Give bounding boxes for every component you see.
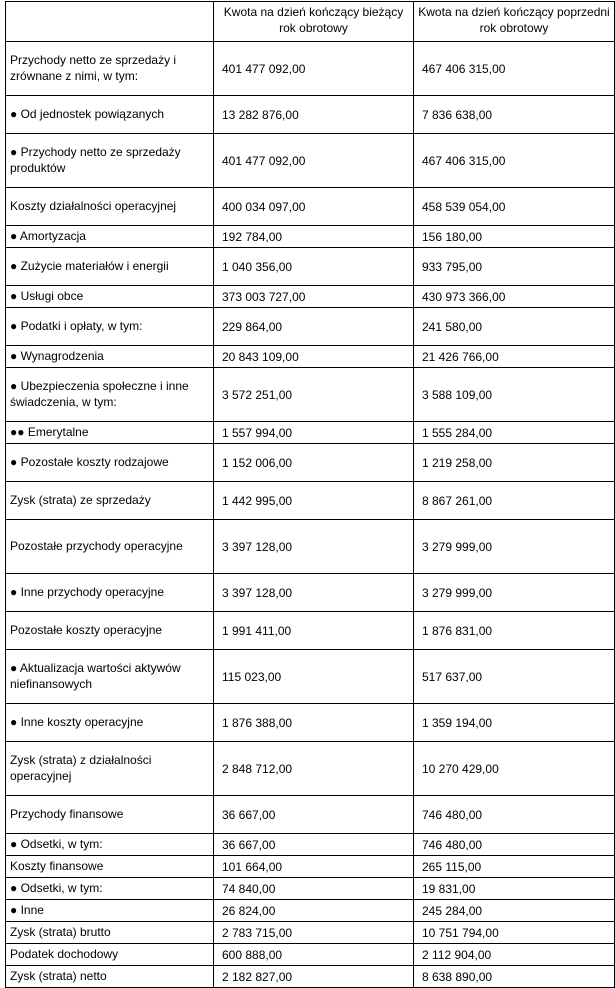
table-row	[6, 574, 615, 612]
current-year-value: 2 783 715,00	[214, 922, 414, 944]
table-row	[6, 650, 615, 704]
previous-year-value: 1 876 831,00	[414, 612, 615, 650]
previous-year-value: 517 637,00	[414, 650, 615, 704]
header-label-column	[6, 2, 214, 42]
row-label: ● Przychody netto ze sprzedaży produktów	[6, 134, 214, 188]
table-header-row	[6, 2, 615, 42]
previous-year-value: 8 867 261,00	[414, 482, 615, 520]
previous-year-value: 7 836 638,00	[414, 96, 615, 134]
current-year-value: 13 282 876,00	[214, 96, 414, 134]
current-year-value: 101 664,00	[214, 856, 414, 878]
table-row	[6, 704, 615, 742]
previous-year-value: 19 831,00	[414, 878, 615, 900]
table-row	[6, 878, 615, 900]
header-previous-year: Kwota na dzień kończący poprzedni rok obrotowy	[414, 2, 615, 42]
previous-year-value: 933 795,00	[414, 248, 615, 286]
current-year-value: 20 843 109,00	[214, 346, 414, 368]
table-row	[6, 944, 615, 966]
previous-year-value: 467 406 315,00	[414, 134, 615, 188]
row-label: Przychody finansowe	[6, 796, 214, 834]
previous-year-value: 3 279 999,00	[414, 520, 615, 574]
row-label: ● Od jednostek powiązanych	[6, 96, 214, 134]
current-year-value: 373 003 727,00	[214, 286, 414, 308]
previous-year-value: 10 270 429,00	[414, 742, 615, 796]
current-year-value: 36 667,00	[214, 796, 414, 834]
table-row	[6, 856, 615, 878]
row-label: Pozostałe koszty operacyjne	[6, 612, 214, 650]
current-year-value: 1 152 006,00	[214, 444, 414, 482]
previous-year-value: 1 359 194,00	[414, 704, 615, 742]
table-row	[6, 42, 615, 96]
table-row	[6, 368, 615, 422]
current-year-value: 192 784,00	[214, 226, 414, 248]
row-label: Pozostałe przychody operacyjne	[6, 520, 214, 574]
row-label: Podatek dochodowy	[6, 944, 214, 966]
header-current-year: Kwota na dzień kończący bieżący rok obrotowy	[214, 2, 414, 42]
row-label: ● Inne przychody operacyjne	[6, 574, 214, 612]
previous-year-value: 430 973 366,00	[414, 286, 615, 308]
table-row	[6, 188, 615, 226]
table-row	[6, 422, 615, 444]
current-year-value: 401 477 092,00	[214, 134, 414, 188]
current-year-value: 74 840,00	[214, 878, 414, 900]
current-year-value: 3 397 128,00	[214, 520, 414, 574]
table-row	[6, 308, 615, 346]
table-row	[6, 226, 615, 248]
previous-year-value: 1 219 258,00	[414, 444, 615, 482]
table-row	[6, 742, 615, 796]
previous-year-value: 10 751 794,00	[414, 922, 615, 944]
previous-year-value: 156 180,00	[414, 226, 615, 248]
current-year-value: 2 848 712,00	[214, 742, 414, 796]
previous-year-value: 21 426 766,00	[414, 346, 615, 368]
current-year-value: 3 397 128,00	[214, 574, 414, 612]
current-year-value: 1 557 994,00	[214, 422, 414, 444]
table-row	[6, 900, 615, 922]
row-label: ● Amortyzacja	[6, 226, 214, 248]
row-label: ● Odsetki, w tym:	[6, 834, 214, 856]
current-year-value: 1 991 411,00	[214, 612, 414, 650]
previous-year-value: 458 539 054,00	[414, 188, 615, 226]
table-row	[6, 286, 615, 308]
row-label: ● Wynagrodzenia	[6, 346, 214, 368]
row-label: ● Inne	[6, 900, 214, 922]
row-label: Przychody netto ze sprzedaży i zrównane z nimi, w tym:	[6, 42, 214, 96]
current-year-value: 26 824,00	[214, 900, 414, 922]
row-label: ● Zużycie materiałów i energii	[6, 248, 214, 286]
current-year-value: 600 888,00	[214, 944, 414, 966]
table-row	[6, 134, 615, 188]
previous-year-value: 241 580,00	[414, 308, 615, 346]
row-label: ●● Emerytalne	[6, 422, 214, 444]
table-row	[6, 482, 615, 520]
current-year-value: 1 442 995,00	[214, 482, 414, 520]
previous-year-value: 2 112 904,00	[414, 944, 615, 966]
row-label: Zysk (strata) z działalności operacyjnej	[6, 742, 214, 796]
table-row	[6, 444, 615, 482]
previous-year-value: 746 480,00	[414, 796, 615, 834]
table-row	[6, 834, 615, 856]
row-label: ● Usługi obce	[6, 286, 214, 308]
current-year-value: 115 023,00	[214, 650, 414, 704]
financial-table	[5, 1, 615, 988]
table-row	[6, 248, 615, 286]
current-year-value: 1 876 388,00	[214, 704, 414, 742]
current-year-value: 3 572 251,00	[214, 368, 414, 422]
row-label: Koszty finansowe	[6, 856, 214, 878]
table-row	[6, 96, 615, 134]
row-label: ● Ubezpieczenia społeczne i inne świadczenia, w tym:	[6, 368, 214, 422]
previous-year-value: 3 588 109,00	[414, 368, 615, 422]
current-year-value: 2 182 827,00	[214, 966, 414, 988]
table-row	[6, 796, 615, 834]
table-row	[6, 346, 615, 368]
table-row	[6, 966, 615, 988]
row-label: Zysk (strata) brutto	[6, 922, 214, 944]
current-year-value: 36 667,00	[214, 834, 414, 856]
row-label: ● Podatki i opłaty, w tym:	[6, 308, 214, 346]
previous-year-value: 3 279 999,00	[414, 574, 615, 612]
previous-year-value: 8 638 890,00	[414, 966, 615, 988]
row-label: ● Inne koszty operacyjne	[6, 704, 214, 742]
current-year-value: 229 864,00	[214, 308, 414, 346]
row-label: Zysk (strata) ze sprzedaży	[6, 482, 214, 520]
current-year-value: 1 040 356,00	[214, 248, 414, 286]
table-row	[6, 612, 615, 650]
table-row	[6, 922, 615, 944]
row-label: ● Odsetki, w tym:	[6, 878, 214, 900]
current-year-value: 400 034 097,00	[214, 188, 414, 226]
row-label: ● Aktualizacja wartości aktywów niefinansowych	[6, 650, 214, 704]
previous-year-value: 467 406 315,00	[414, 42, 615, 96]
row-label: Zysk (strata) netto	[6, 966, 214, 988]
previous-year-value: 1 555 284,00	[414, 422, 615, 444]
current-year-value: 401 477 092,00	[214, 42, 414, 96]
previous-year-value: 265 115,00	[414, 856, 615, 878]
previous-year-value: 746 480,00	[414, 834, 615, 856]
previous-year-value: 245 284,00	[414, 900, 615, 922]
row-label: ● Pozostałe koszty rodzajowe	[6, 444, 214, 482]
table-row	[6, 520, 615, 574]
row-label: Koszty działalności operacyjnej	[6, 188, 214, 226]
